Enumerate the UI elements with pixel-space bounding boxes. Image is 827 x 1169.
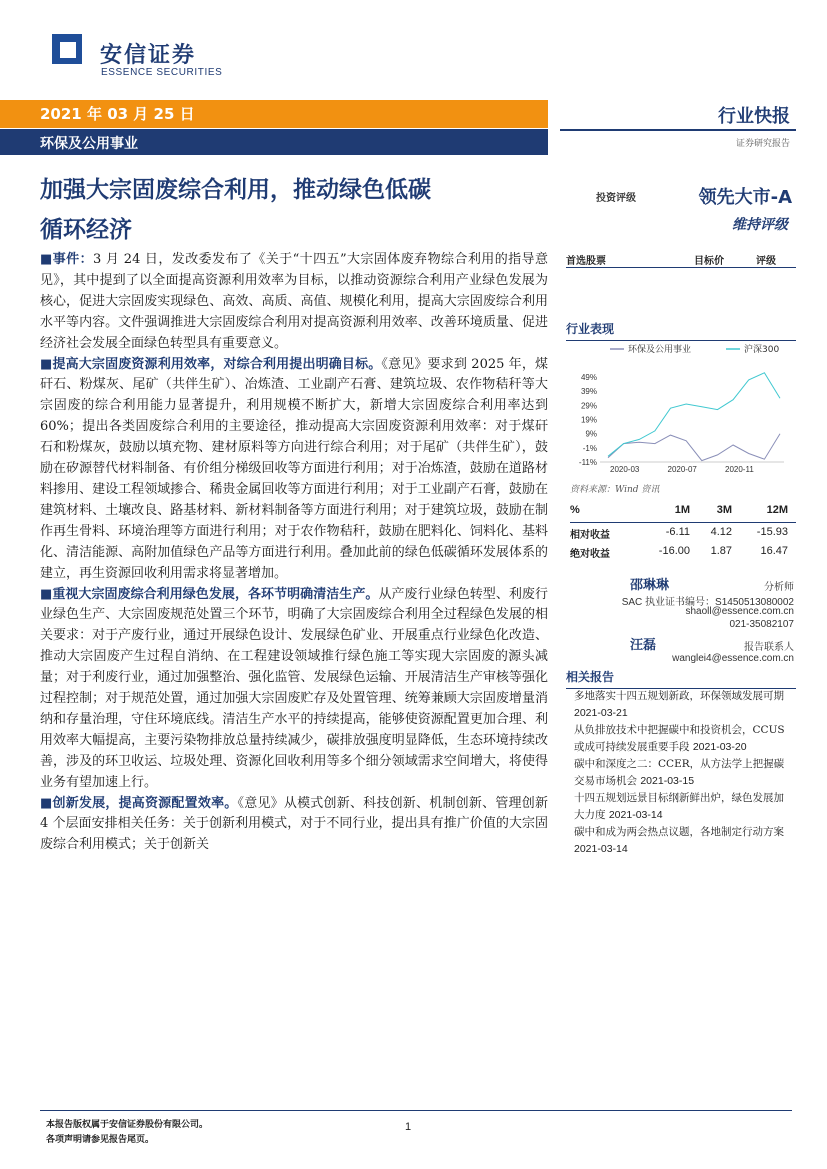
performance-chart-svg xyxy=(566,340,798,480)
cell-3m: 4.12 xyxy=(710,526,732,538)
paragraph-lead: 提高大宗固废资源利用效率，对综合利用提出明确目标。 xyxy=(52,356,382,372)
bullet-square-icon: ■ xyxy=(40,795,53,811)
y-tick-label: 9% xyxy=(585,429,597,439)
rating-value: 领先大市-A xyxy=(698,187,792,208)
report-body xyxy=(40,250,548,856)
bullet-square-icon: ■ xyxy=(40,356,53,372)
analyst-role: 报告联系人 xyxy=(744,642,794,653)
paragraph-innovation xyxy=(40,794,548,857)
title-line-1: 加强大宗固废综合利用，推动绿色低碳 xyxy=(40,177,431,203)
related-reports-list xyxy=(574,688,792,858)
stock-col-target: 目标价 xyxy=(694,256,724,267)
legend-label: 环保及公用事业 xyxy=(628,345,692,355)
report-title xyxy=(40,170,560,250)
analyst-name: 汪磊 xyxy=(630,638,657,653)
related-report-date: 2021-03-15 xyxy=(640,775,695,787)
analyst-phone: 021-35082107 xyxy=(729,619,794,630)
bullet-square-icon: ■ xyxy=(40,252,53,267)
analyst-name: 邵琳琳 xyxy=(630,578,670,593)
header-3m: 3M xyxy=(716,504,732,516)
return-table-header xyxy=(570,504,796,523)
row-label: 相对收益 xyxy=(570,530,610,541)
row-label: 绝对收益 xyxy=(570,549,610,560)
related-report-date: 2021-03-21 xyxy=(574,707,628,719)
report-date: 2021 年 03 月 25 日 xyxy=(40,105,195,123)
related-report-date: 2021-03-14 xyxy=(574,843,628,855)
related-report-text: 多地落实十四五规划新政，环保领域发展可期 xyxy=(574,690,784,702)
analyst-cert: SAC 执业证书编号：S1450513080002 xyxy=(621,597,794,608)
x-tick-label: 2020-07 xyxy=(667,465,697,474)
series-line xyxy=(608,434,780,461)
paragraph-text: 3 月 24 日，发改委发布了《关于“十四五”大宗固体废弃物综合利用的指导意见》，其中提到了以全面提高资源利用效率为目标，以推动资源综合利用产业绿色发展为核心，促进大宗固废实现绿色、高效、高质、高值、规模化利用，提高大宗固废综合利用水平等内容。文件强调推进大宗固废综合利用对提高资源利用效率、改善环境质量、促进经济社会发展全面绿色转型具有重要意义。 xyxy=(40,252,548,351)
paragraph-text: 《意见》从模式创新、科技创新、机制创新、管理创新 4 个层面安排相关任务：关于创新利用模式，对于不同行业，提出具有推广价值的大宗固废综合利用模式；关于创新关 xyxy=(40,795,548,853)
header-unit: % xyxy=(570,504,580,516)
paragraph-event xyxy=(40,250,548,355)
stock-col-name: 首选股票 xyxy=(566,256,606,267)
series-line xyxy=(608,373,780,457)
related-report-item[interactable] xyxy=(574,688,792,722)
cell-3m: 1.87 xyxy=(710,545,732,557)
stock-table-header xyxy=(566,250,796,268)
header-12m: 12M xyxy=(766,504,788,516)
y-tick-label: 39% xyxy=(580,387,597,397)
analyst-role: 分析师 xyxy=(764,582,794,593)
company-logo xyxy=(52,34,92,78)
bullet-square-icon: ■ xyxy=(40,586,53,602)
paragraph-lead: 事件： xyxy=(52,252,93,267)
legend-label: 沪深300 xyxy=(744,345,780,355)
related-report-date: 2021-03-20 xyxy=(692,741,747,753)
cell-12m: 16.47 xyxy=(760,545,788,557)
rating-label: 投资评级 xyxy=(596,193,636,204)
page-number: 1 xyxy=(405,1121,412,1133)
rating-action: 维持评级 xyxy=(732,217,788,233)
y-tick-label: -11% xyxy=(578,458,597,467)
paragraph-lead: 重视大宗固废综合利用绿色发展，各环节明确清洁生产。 xyxy=(52,586,379,602)
report-subtype: 证券研究报告 xyxy=(735,139,790,149)
cell-1m: -6.11 xyxy=(665,526,690,538)
return-table xyxy=(570,504,796,564)
brand-name-en: ESSENCE SECURITIES xyxy=(101,67,223,78)
footer-copyright: 本报告版权属于安信证券股份有限公司。 xyxy=(46,1120,209,1130)
y-tick-label: 19% xyxy=(580,415,597,425)
paragraph-efficiency xyxy=(40,355,548,585)
brand-name-cn: 安信证券 xyxy=(100,43,197,68)
performance-chart xyxy=(566,340,798,480)
x-tick-label: 2020-11 xyxy=(725,465,754,474)
cell-1m: -16.00 xyxy=(658,545,690,557)
related-report-text: 从负排放技术中把握碳中和投资机会，CCUS 或成可持续发展重要手段 xyxy=(574,724,785,753)
related-report-text: 碳中和深度之二：CCER，从方法学上把握碳交易市场机会 xyxy=(574,758,785,787)
table-row-relative xyxy=(570,526,796,545)
stock-col-rating: 评级 xyxy=(756,256,776,267)
analyst-email[interactable]: wanglei4@essence.com.cn xyxy=(672,653,794,664)
related-report-item[interactable] xyxy=(574,722,792,756)
paragraph-text: 从产废行业绿色转型、利废行业绿色生产、大宗固废规范处置三个环节，明确了大宗固废综合利用全过程绿色发展的相关要求：对于产废行业，通过开展绿色设计、发展绿色矿业、开展重点行业绿色化改造、推动大宗固废产生过程自消纳、在工程建设领域推行绿色施工等实现大宗固废的源头减量；对于利废行业，通过加强整治、强化监管、发展绿色运输、开展清洁生产审核等强化过程控制；对于规范处置，通过加强大宗固废贮存及处置管理、统筹兼顾大宗固废增量消纳和存量治理，守住环境底线。清洁生产水平的持续提高，能够使资源配置更加合理、利用效率大幅提高，主要污染物排放总量持续减少，碳排放强度明显降低，生态环境持续改善，涉及的环卫收运、垃圾处理、资源化回收利用等多个细分领域需求空间增大，将使得业务有望加速上行。 xyxy=(40,586,548,790)
footer-disclaimer: 各项声明请参见报告尾页。 xyxy=(46,1135,155,1145)
related-report-text: 十四五规划远景目标纲新鲜出炉，绿色发展加大力度 xyxy=(574,792,784,821)
analyst-email[interactable]: shaoll@essence.com.cn xyxy=(685,606,794,617)
footer-divider xyxy=(40,1110,792,1111)
title-line-2: 循环经济 xyxy=(40,217,132,243)
table-row-absolute xyxy=(570,545,796,564)
chart-source: 资料来源：Wind 资讯 xyxy=(570,485,660,495)
y-tick-label: 49% xyxy=(580,373,597,383)
header-1m: 1M xyxy=(674,504,690,516)
related-report-item[interactable] xyxy=(574,756,792,790)
y-tick-label: 29% xyxy=(580,401,597,411)
paragraph-green xyxy=(40,585,548,794)
related-report-item[interactable] xyxy=(574,790,792,824)
report-type: 行业快报 xyxy=(718,106,790,127)
related-report-item[interactable] xyxy=(574,824,792,858)
divider xyxy=(560,129,796,131)
y-tick-label: -1% xyxy=(582,443,597,453)
x-tick-label: 2020-03 xyxy=(610,465,640,474)
performance-title: 行业表现 xyxy=(566,320,796,341)
related-report-text: 碳中和成为两会热点议题，各地制定行动方案 xyxy=(574,826,784,838)
related-reports-title: 相关报告 xyxy=(566,668,796,689)
analyst-block-2 xyxy=(566,634,796,666)
cell-12m: -15.93 xyxy=(756,526,788,538)
paragraph-lead: 创新发展，提高资源配置效率。 xyxy=(52,795,238,811)
paragraph-text: 《意见》要求到 2025 年，煤矸石、粉煤灰、尾矿（共伴生矿）、冶炼渣、工业副产石膏、建筑垃圾、农作物秸秆等大宗固废的综合利用能力显著提升，利用规模不断扩大，新增大宗固废综合利用率达到 60%；提出各类固废综合利用的主要途径，推动提高大宗固废资源利用效率：对于煤矸石和粉煤灰，鼓励以填充物、建材原料等方向进行综合利用；对于尾矿（共伴生矿），鼓励在矽源替代材料制备、有价组分梯级回收等方面进行利用；对于冶炼渣，鼓励在道路材料掺用、建设工程领域掺合、稀贵金属回收等方面进行利用；对于工业副产石膏，鼓励在建筑材料、土壤改良、路基材料、新材料制备等方面进行利用；对于建筑垃圾，鼓励在制作再生骨料、环境治理等方面进行利用；对于农作物秸秆，鼓励在肥料化、饲料化、基料化、清洁能源、高附加值绿色产品等方面进行利用。叠加此前的绿色低碳循环发展体系的建立，再生资源回收利用需求将显著增加。 xyxy=(40,356,548,581)
sector-label: 环保及公用事业 xyxy=(40,136,138,152)
related-report-date: 2021-03-14 xyxy=(608,809,663,821)
